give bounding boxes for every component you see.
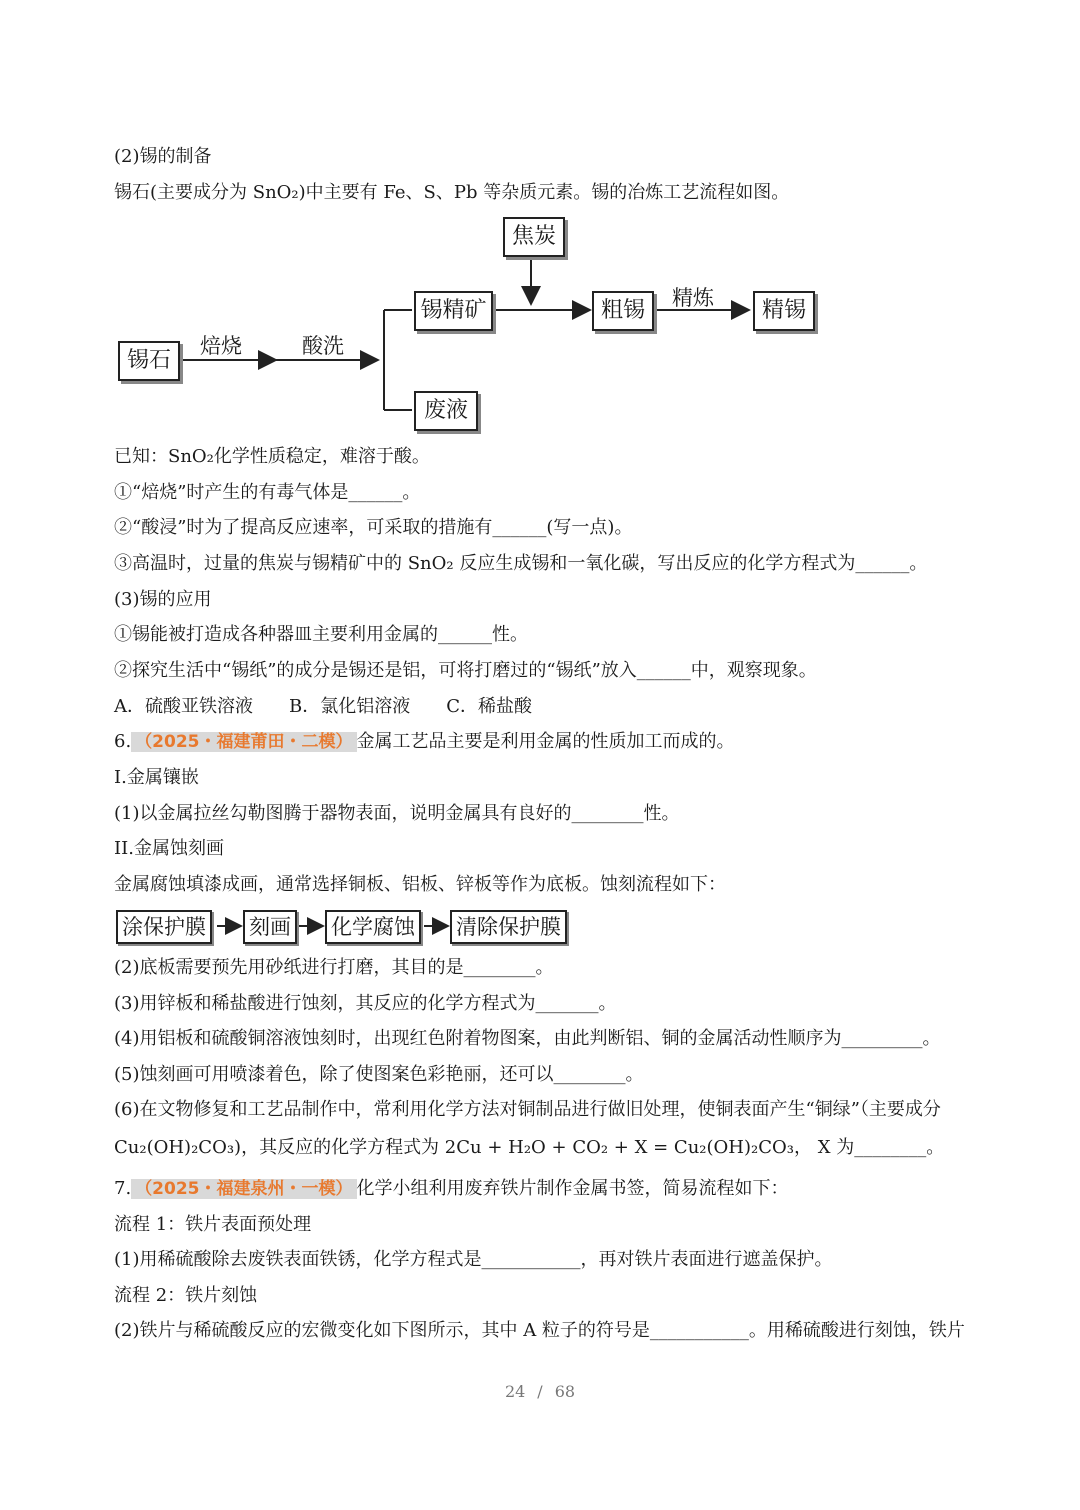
flow-box-ore: 锡石 (118, 341, 180, 381)
current-page: 24 (504, 1382, 526, 1401)
flow-box-crude: 粗锡 (592, 291, 654, 331)
text-line: (1)用稀硫酸除去废铁表面铁锈，化学方程式是___________，再对铁片表面进行遮盖保护。 (114, 1249, 833, 1270)
source-tag: （2025・福建泉州・一模） (131, 1179, 356, 1199)
text-line: ③高温时，过量的焦炭与锡精矿中的 SnO₂ 反应生成锡和一氧化碳，写出反应的化学方程式为______。 (114, 553, 928, 574)
text-line: (5)蚀刻画可用喷漆着色，除了使图案色彩艳丽，还可以________。 (114, 1064, 644, 1085)
flow-box-concentrate: 锡精矿 (414, 291, 493, 331)
text-line: II.金属蚀刻画 (114, 838, 224, 859)
text-line: 锡石(主要成分为 SnO₂)中主要有 Fe、S、Pb 等杂质元素。锡的冶炼工艺流程如图。 (114, 182, 790, 203)
text-line: (2)铁片与稀硫酸反应的宏微变化如下图所示，其中 A 粒子的符号是___________。用稀硫酸进行刻蚀，铁片 (114, 1320, 965, 1341)
flow-box-pure: 精锡 (753, 291, 815, 331)
flow-label-wash: 酸洗 (302, 334, 344, 358)
etch-step-remove: 清除保护膜 (450, 910, 567, 944)
text-line: ②探究生活中“锡纸”的成分是锡还是铝，可将打磨过的“锡纸”放入______中，观察现象。 (114, 660, 817, 681)
flow-label-roast: 焙烧 (200, 334, 242, 358)
text-line: ①“焙烧”时产生的有毒气体是______。 (114, 482, 421, 503)
question-text: 化学小组利用废弃铁片制作金属书签，简易流程如下： (356, 1178, 789, 1199)
flow-box-coke: 焦炭 (503, 217, 565, 257)
flow-label-refine: 精炼 (672, 286, 714, 310)
text-line: (6)在文物修复和工艺品制作中，常利用化学方法对铜制品进行做旧处理，使铜表面产生“铜绿”（主要成分 (114, 1099, 941, 1120)
text-line: (2)底板需要预先用砂纸进行打磨，其目的是________。 (114, 957, 554, 978)
text-line: (4)用铝板和硫酸铜溶液蚀刻时，出现红色附着物图案，由此判断铝、铜的金属活动性顺序为_________。 (114, 1028, 941, 1049)
etch-step-corrode: 化学腐蚀 (325, 910, 421, 944)
text-line: 金属腐蚀填漆成画，通常选择铜板、铝板、锌板等作为底板。蚀刻流程如下： (114, 874, 726, 895)
flow-box-waste: 废液 (414, 391, 478, 431)
page-number (0, 1382, 1080, 1401)
total-pages: 68 (554, 1382, 576, 1401)
etch-step-engrave: 刻画 (243, 910, 297, 944)
text-line: I.金属镶嵌 (114, 767, 199, 788)
text-line: (3)用锌板和稀盐酸进行蚀刻，其反应的化学方程式为_______。 (114, 993, 617, 1014)
text-line: 已知：SnO₂化学性质稳定，难溶于酸。 (114, 446, 430, 467)
question-number: 6. (114, 731, 132, 752)
question-text: 金属工艺品主要是利用金属的性质加工而成的。 (356, 731, 735, 752)
text-line: (3)锡的应用 (114, 589, 212, 610)
etch-step-coat: 涂保护膜 (116, 910, 212, 944)
text-line: ①锡能被打造成各种器皿主要利用金属的______性。 (114, 624, 528, 645)
text-line: ②“酸浸”时为了提高反应速率，可采取的措施有______(写一点)。 (114, 517, 633, 538)
page-separator: / (537, 1382, 543, 1401)
answer-options: A．硫酸亚铁溶液 B．氯化铝溶液 C．稀盐酸 (114, 696, 532, 717)
text-line: 流程 1：铁片表面预处理 (114, 1214, 312, 1235)
text-line: (1)以金属拉丝勾勒图腾于器物表面，说明金属具有良好的________性。 (114, 803, 680, 824)
question-7-header (114, 1178, 789, 1200)
formula-line: Cu₂(OH)₂CO₃)，其反应的化学方程式为 2Cu + H₂O + CO₂ + X = Cu₂(OH)₂CO₃， X 为________。 (114, 1137, 945, 1158)
text-line: 流程 2：铁片刻蚀 (114, 1285, 258, 1306)
source-tag: （2025・福建莆田・二模） (131, 732, 356, 752)
text-line: (2)锡的制备 (114, 146, 212, 167)
question-number: 7. (114, 1178, 132, 1199)
question-6-header (114, 731, 735, 753)
